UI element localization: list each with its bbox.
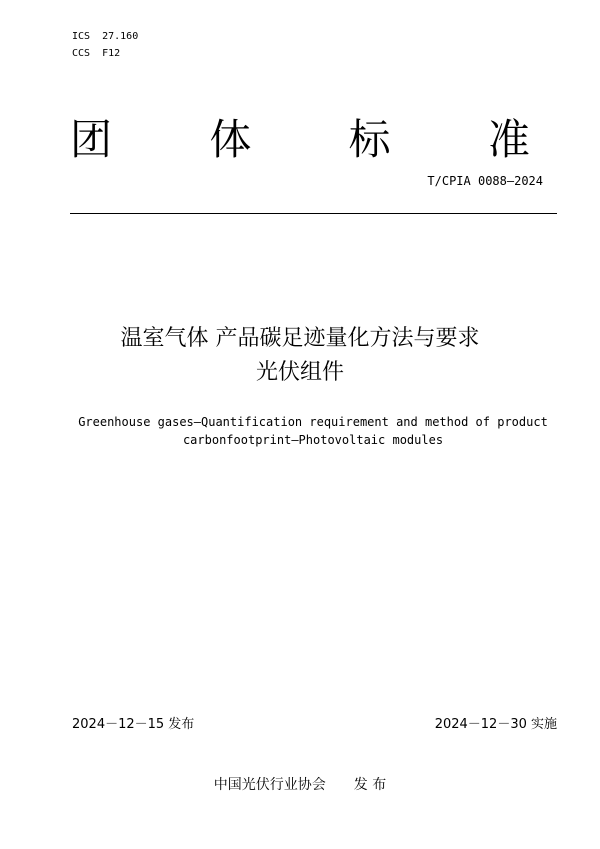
publisher-action: 发 布: [353, 777, 387, 793]
ics-code: ICS 27.160: [72, 31, 139, 42]
title-char-4: 准: [487, 115, 530, 164]
title-char-3: 标: [348, 115, 391, 164]
publisher-org: 中国光伏行业协会: [213, 777, 326, 793]
header-divider: [70, 213, 557, 214]
publisher: [0, 774, 600, 794]
classification-block: [72, 28, 138, 62]
ccs-code: CCS F12: [72, 48, 121, 59]
english-title-line-1: Greenhouse gases—Quantification requirement and method of product: [78, 415, 548, 429]
document-type-title: [70, 112, 530, 168]
chinese-title-line-1: 温室气体 产品碳足迹量化方法与要求: [120, 326, 480, 351]
chinese-title-line-2: 光伏组件: [255, 360, 344, 385]
chinese-title: [0, 322, 600, 390]
issue-date: 2024－12－15 发布: [72, 717, 195, 732]
standard-number: T/CPIA 0088—2024: [427, 174, 543, 188]
title-char-1: 团: [70, 115, 113, 164]
english-title-line-2: carbonfootprint—Photovoltaic modules: [182, 433, 444, 447]
title-char-2: 体: [209, 115, 252, 164]
english-title: [0, 413, 600, 449]
implementation-date: 2024－12－30 实施: [434, 717, 557, 732]
